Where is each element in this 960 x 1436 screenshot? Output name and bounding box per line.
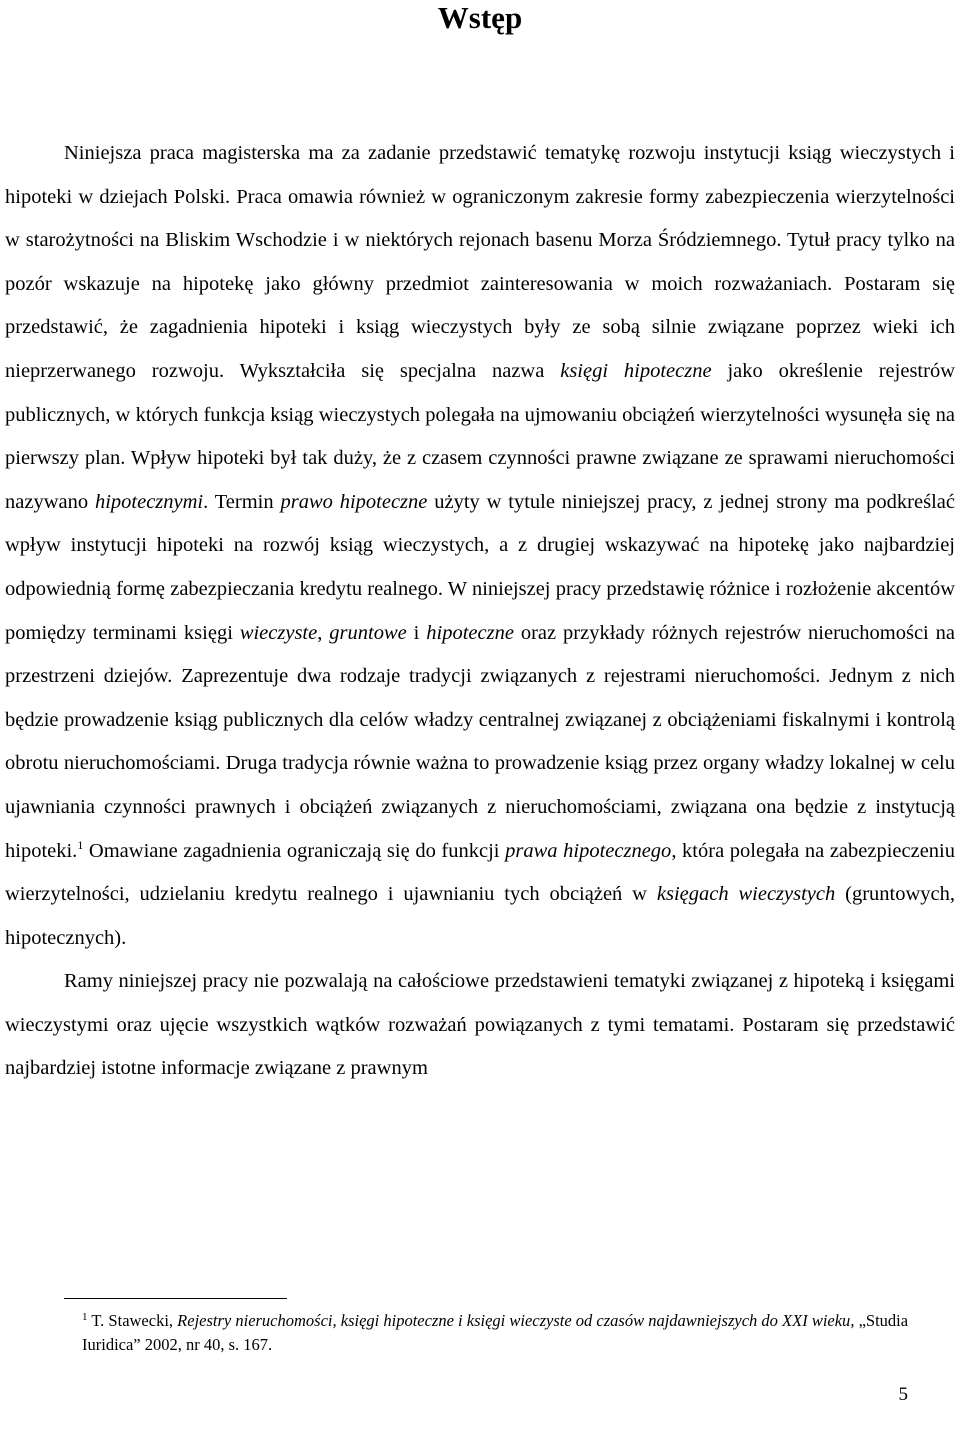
text-run: i xyxy=(406,621,427,644)
paragraph-1 xyxy=(5,132,955,960)
body-text xyxy=(5,132,955,1091)
italic-term: hipotecznymi xyxy=(94,490,204,513)
text-run: oraz przykłady różnych rejestrów nieruchomości na przestrzeni dziejów. Zaprezentuje dwa rodzaje tradycji związanych z rejestrami nieruchomości. Jednym z nich będzie prowadzenie ksiąg publicznych dla celów władzy centralnej związanej z obciążeniami fiskalnymi i kontrolą obrotu nieruchomościami. Druga tradycja równie ważna to prowadzenie ksiąg przez organy władzy lokalnej w celu ujawniania czynności prawnych i obciążeń związanych z nieruchomościami, związana ona będzie z instytucją hipoteki. xyxy=(5,621,956,862)
text-run: (gruntowych, hipotecznych). xyxy=(5,883,956,949)
italic-term: prawo hipoteczne xyxy=(280,490,428,513)
footnote-separator xyxy=(64,1298,287,1299)
page-title: Wstęp xyxy=(437,0,523,35)
text-run: , xyxy=(317,621,330,644)
footnote-reference[interactable]: 1 xyxy=(77,837,84,852)
italic-term: hipoteczne xyxy=(426,621,514,644)
footnote-author: T. Stawecki, xyxy=(87,1311,178,1330)
footnote-mark: 1 xyxy=(82,1311,88,1323)
page-number: 5 xyxy=(898,1384,908,1405)
paragraph-2: Ramy niniejszej pracy nie pozwalają na całościowe przedstawieni tematyki związanej z hipoteką i księgami wieczystymi oraz ujęcie wszystkich wątków rozważań powiązanych z tymi tematami. Postaram się przedstawić najbardziej istotne informacje związane z prawnym xyxy=(5,970,955,1080)
italic-term: wieczyste xyxy=(239,621,318,644)
text-run: , która polegała na zabezpieczeniu wierzytelności, udzielaniu kredytu realnego i ujawnianiu tych obciążeń w xyxy=(5,839,955,906)
italic-term: prawa hipotecznego xyxy=(505,839,672,862)
text-run: użyty w tytule niniejszej pracy, z jednej strony ma podkreślać wpływ instytucji hipoteki na rozwój ksiąg wieczystych, a z drugiej wskazywać na hipotekę jako najbardziej odpowiednią formę zabezpieczania kredytu realnego. W niniejszej pracy przedstawię różnice i rozłożenie akcentów pomiędzy terminami księgi xyxy=(5,490,955,644)
italic-term: księgi hipoteczne xyxy=(560,359,712,382)
text-run: . Termin xyxy=(203,490,281,513)
text-run: jako określenie rejestrów publicznych, w których funkcja ksiąg wieczystych polegała na ujmowaniu obciążeń wierzytelności wysunęła się na pierwszy plan. Wpływ hipoteki był tak duży, że z czasem czynności prawne związane ze sprawami nieruchomości nazywano xyxy=(5,359,956,513)
footnote-title: Rejestry nieruchomości, księgi hipoteczne i księgi wieczyste od czasów najdawniejszych do XXI wieku xyxy=(177,1311,851,1330)
text-run: Niniejsza praca magisterska ma za zadanie przedstawić tematykę rozwoju instytucji ksiąg wieczystych i hipoteki w dziejach Polski. Praca omawia również w ograniczonym zakresie formy zabezpieczenia wierzytelności w starożytności na Bliskim Wschodzie i w niektórych rejonach basenu Morza Śródziemnego. Tytuł pracy tylko na pozór wskazuje na hipotekę jako główny przedmiot zainteresowania w moich rozważaniach. Postaram się przedstawić, że zagadnienia hipoteki i ksiąg wieczystych były ze sobą silnie związane poprzez wieki ich nieprzerwanego rozwoju. Wykształciła się specjalna nazwa xyxy=(5,142,955,382)
text-run: Omawiane zagadnienia ograniczają się do funkcji xyxy=(83,839,506,862)
italic-term: gruntowe xyxy=(329,621,407,644)
footnote-citation: , „Studia Iuridica” 2002, nr 40, s. 167. xyxy=(82,1311,909,1354)
italic-term: księgach wieczystych xyxy=(656,883,836,906)
footnote xyxy=(82,1309,942,1357)
